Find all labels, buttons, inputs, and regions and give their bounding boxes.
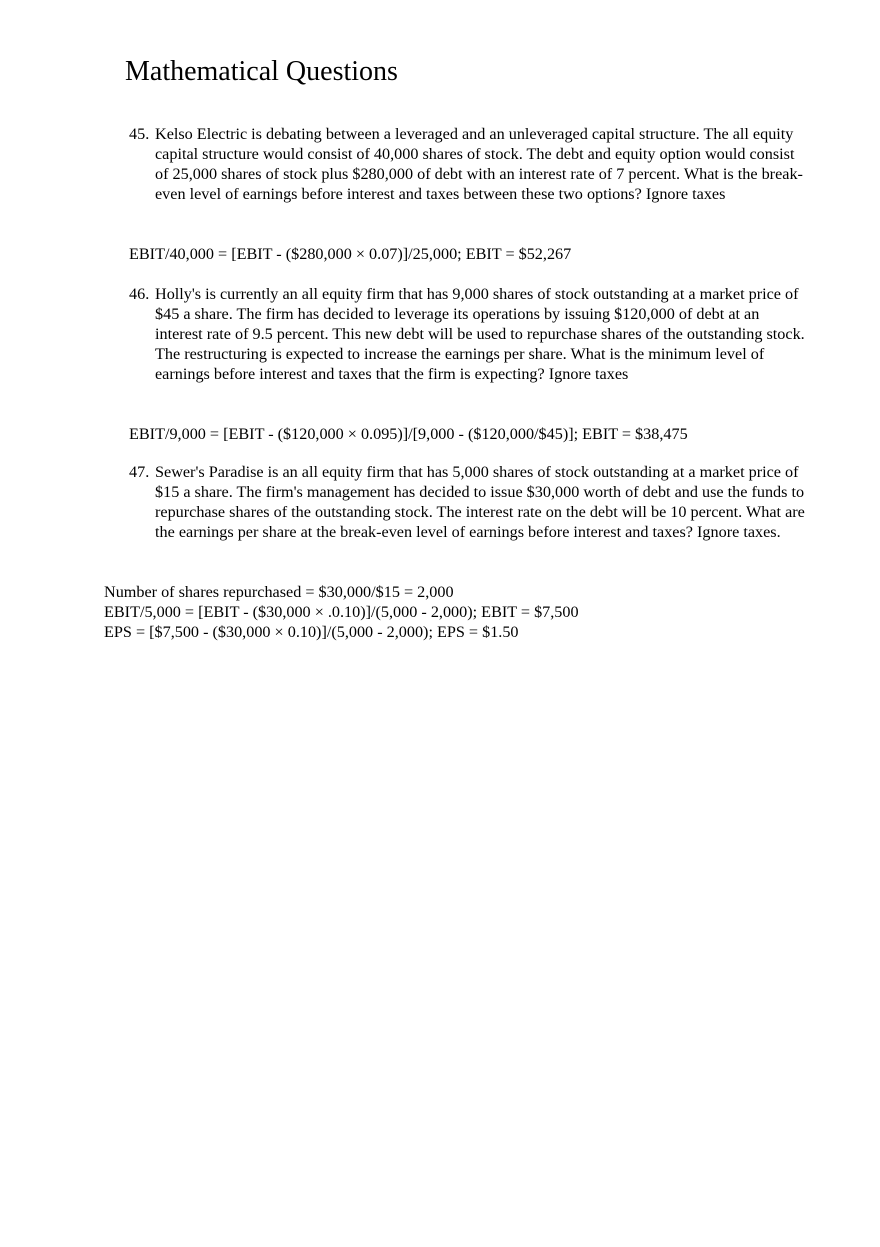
question-45 [129,125,805,205]
page-title: Mathematical Questions [125,56,398,87]
answer-line: EBIT/5,000 = [EBIT - ($30,000 × .0.10)]/(5,000 - 2,000); EBIT = $7,500 [104,603,579,621]
answer-line: EBIT/40,000 = [EBIT - ($280,000 × 0.07)]/25,000; EBIT = $52,267 [129,245,572,263]
question-text: Sewer's Paradise is an all equity firm that has 5,000 shares of stock outstanding at a market price of $15 a share. The firm's management has decided to issue $30,000 worth of debt and use the funds to repurchase shares of the outstanding stock. The interest rate on the debt will be 10 percent. What are the earnings per share at the break-even level of earnings before interest and taxes? Ignore taxes. [155,463,805,541]
answer-46 [129,424,688,444]
question-number: 46. [129,285,150,303]
answer-line: EPS = [$7,500 - ($30,000 × 0.10)]/(5,000 - 2,000); EPS = $1.50 [104,623,519,641]
answer-line: Number of shares repurchased = $30,000/$15 = 2,000 [104,583,454,601]
answer-47 [104,582,579,642]
question-number: 45. [129,125,150,143]
question-number: 47. [129,463,150,481]
answer-45 [129,244,571,264]
answer-line: EBIT/9,000 = [EBIT - ($120,000 × 0.095)]/[9,000 - ($120,000/$45)]; EBIT = $38,475 [129,425,688,443]
question-47 [129,463,805,543]
question-46 [129,285,805,385]
question-text: Holly's is currently an all equity firm that has 9,000 shares of stock outstanding at a market price of $45 a share. The firm has decided to leverage its operations by issuing $120,000 of debt at an interest rate of 9.5 percent. This new debt will be used to repurchase shares of the outstanding stock. The restructuring is expected to increase the earnings per share. What is the minimum level of earnings before interest and taxes that the firm is expecting? Ignore taxes [155,285,805,383]
question-text: Kelso Electric is debating between a leveraged and an unleveraged capital structure. The all equity capital structure would consist of 40,000 shares of stock. The debt and equity option would consist of 25,000 shares of stock plus $280,000 of debt with an interest rate of 7 percent. What is the break-even level of earnings before interest and taxes between these two options? Ignore taxes [155,125,803,203]
